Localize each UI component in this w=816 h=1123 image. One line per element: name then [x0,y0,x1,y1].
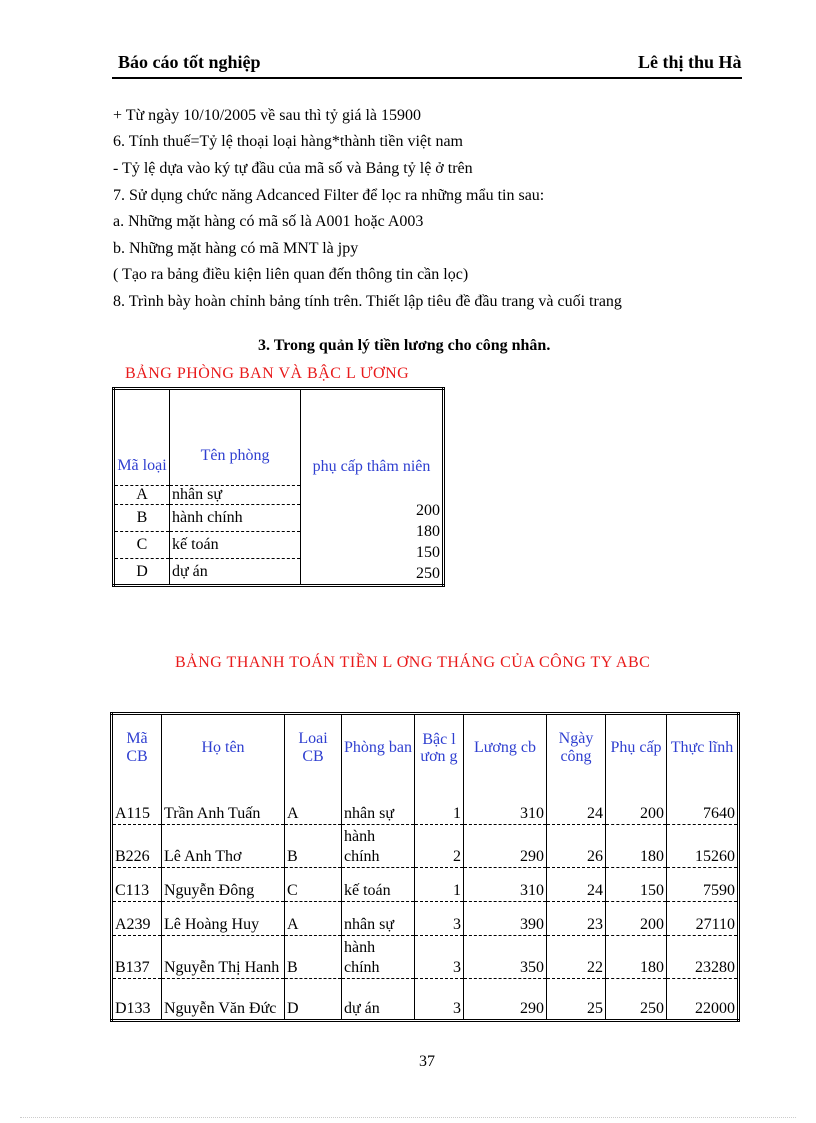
row-net-pay: 7640 [667,782,739,825]
row-allowance: 200 [606,782,667,825]
header-left: Báo cáo tốt nghiệp [118,52,261,72]
allowance-value: 250 [416,565,440,582]
text-line: a. Những mặt hàng có mã số là A001 hoặc A003 [113,213,424,230]
row-workdays: 25 [547,979,606,1021]
row-type: A [285,782,342,825]
allowance-value: 200 [416,502,440,519]
text-line: - Tỷ lệ dựa vào ký tự đầu của mã số và Bảng tỷ lệ ở trên [113,160,473,177]
row-code: C113 [112,868,162,902]
col-header-allowance: phụ cấp thâm niên [301,389,444,486]
col-header-name: Tên phòng [170,389,301,486]
row-base-salary: 390 [464,902,547,936]
row-type: B [285,825,342,868]
row-code: D133 [112,979,162,1021]
row-department: hành chính [342,936,415,979]
payroll-table [110,712,740,1022]
text-line: + Từ ngày 10/10/2005 về sau thì tỷ giá là 15900 [113,107,422,124]
row-allowance: 180 [606,936,667,979]
row-department: nhân sự [342,782,415,825]
col-header-workdays: Ngày công [547,714,606,782]
footer-divider [20,1117,796,1118]
row-net-pay: 27110 [667,902,739,936]
text-line: 7. Sử dụng chức năng Adcanced Filter để lọc ra những mẩu tin sau: [113,187,545,204]
row-level: 3 [415,979,464,1021]
text-line: b. Những mặt hàng có mã MNT là jpy [113,240,359,257]
row-name: Lê Anh Thơ [162,825,285,868]
row-level: 2 [415,825,464,868]
header-divider [112,77,742,79]
row-code: A239 [112,902,162,936]
row-base-salary: 310 [464,782,547,825]
row-level: 3 [415,936,464,979]
row-code: A115 [112,782,162,825]
row-workdays: 26 [547,825,606,868]
dept-code: D [114,559,170,586]
row-workdays: 24 [547,868,606,902]
col-header-level: Bậc l ươn g [415,714,464,782]
text-line: 6. Tính thuế=Tỷ lệ thoại loại hàng*thành tiền việt nam [113,133,463,150]
dept-name: hành chính [170,505,301,532]
allowance-value: 180 [416,523,440,540]
table-row [112,979,739,1021]
row-level: 1 [415,868,464,902]
row-level: 3 [415,902,464,936]
row-net-pay: 7590 [667,868,739,902]
row-allowance: 180 [606,825,667,868]
row-base-salary: 310 [464,868,547,902]
table2-title: BẢNG THANH TOÁN TIỀN L ƠNG THÁNG CỦA CÔNG TY ABC [175,654,651,671]
dept-name: nhân sự [170,486,301,505]
row-department: hành chính [342,825,415,868]
col-header-code: Mã CB [112,714,162,782]
text-line: ( Tạo ra bảng điều kiện liên quan đến thông tin cần lọc) [113,266,469,283]
row-name: Nguyễn Đông [162,868,285,902]
text-line: 8. Trình bày hoàn chỉnh bảng tính trên. Thiết lập tiêu đề đầu trang và cuối trang [113,293,622,310]
col-header-name: Họ tên [162,714,285,782]
table-row [112,825,739,868]
row-net-pay: 15260 [667,825,739,868]
allowance-cell [301,486,444,586]
row-base-salary: 290 [464,979,547,1021]
table-row [112,868,739,902]
col-header-base-salary: Lương cb [464,714,547,782]
allowance-value: 150 [416,544,440,561]
row-level: 1 [415,782,464,825]
dept-code: A [114,486,170,505]
col-header-net-pay: Thực lĩnh [667,714,739,782]
row-department: dự án [342,979,415,1021]
row-code: B137 [112,936,162,979]
row-name: Nguyễn Thị Hanh [162,936,285,979]
row-type: B [285,936,342,979]
row-name: Lê Hoàng Huy [162,902,285,936]
col-header-type: Loai CB [285,714,342,782]
row-workdays: 22 [547,936,606,979]
row-type: D [285,979,342,1021]
dept-code: C [114,532,170,559]
table-row [112,782,739,825]
row-base-salary: 290 [464,825,547,868]
row-name: Nguyễn Văn Đức [162,979,285,1021]
row-name: Trần Anh Tuấn [162,782,285,825]
row-net-pay: 23280 [667,936,739,979]
row-code: B226 [112,825,162,868]
row-workdays: 23 [547,902,606,936]
col-header-department: Phòng ban [342,714,415,782]
row-type: A [285,902,342,936]
section-title: 3. Trong quản lý tiền lương cho công nhân. [258,337,551,354]
row-allowance: 200 [606,902,667,936]
dept-name: kế toán [170,532,301,559]
table-row [112,902,739,936]
row-workdays: 24 [547,782,606,825]
col-header-code: Mã loại [114,389,170,486]
row-department: kế toán [342,868,415,902]
row-allowance: 150 [606,868,667,902]
table-row [112,936,739,979]
table1-title: BẢNG PHÒNG BAN VÀ BẬC L ƯƠNG [125,365,410,382]
row-allowance: 250 [606,979,667,1021]
header-right: Lê thị thu Hà [638,52,742,72]
row-net-pay: 22000 [667,979,739,1021]
dept-code: B [114,505,170,532]
department-table [112,387,445,587]
dept-name: dự án [170,559,301,586]
row-department: nhân sự [342,902,415,936]
row-base-salary: 350 [464,936,547,979]
page-number: 37 [419,1053,435,1070]
col-header-allowance: Phụ cấp [606,714,667,782]
row-type: C [285,868,342,902]
